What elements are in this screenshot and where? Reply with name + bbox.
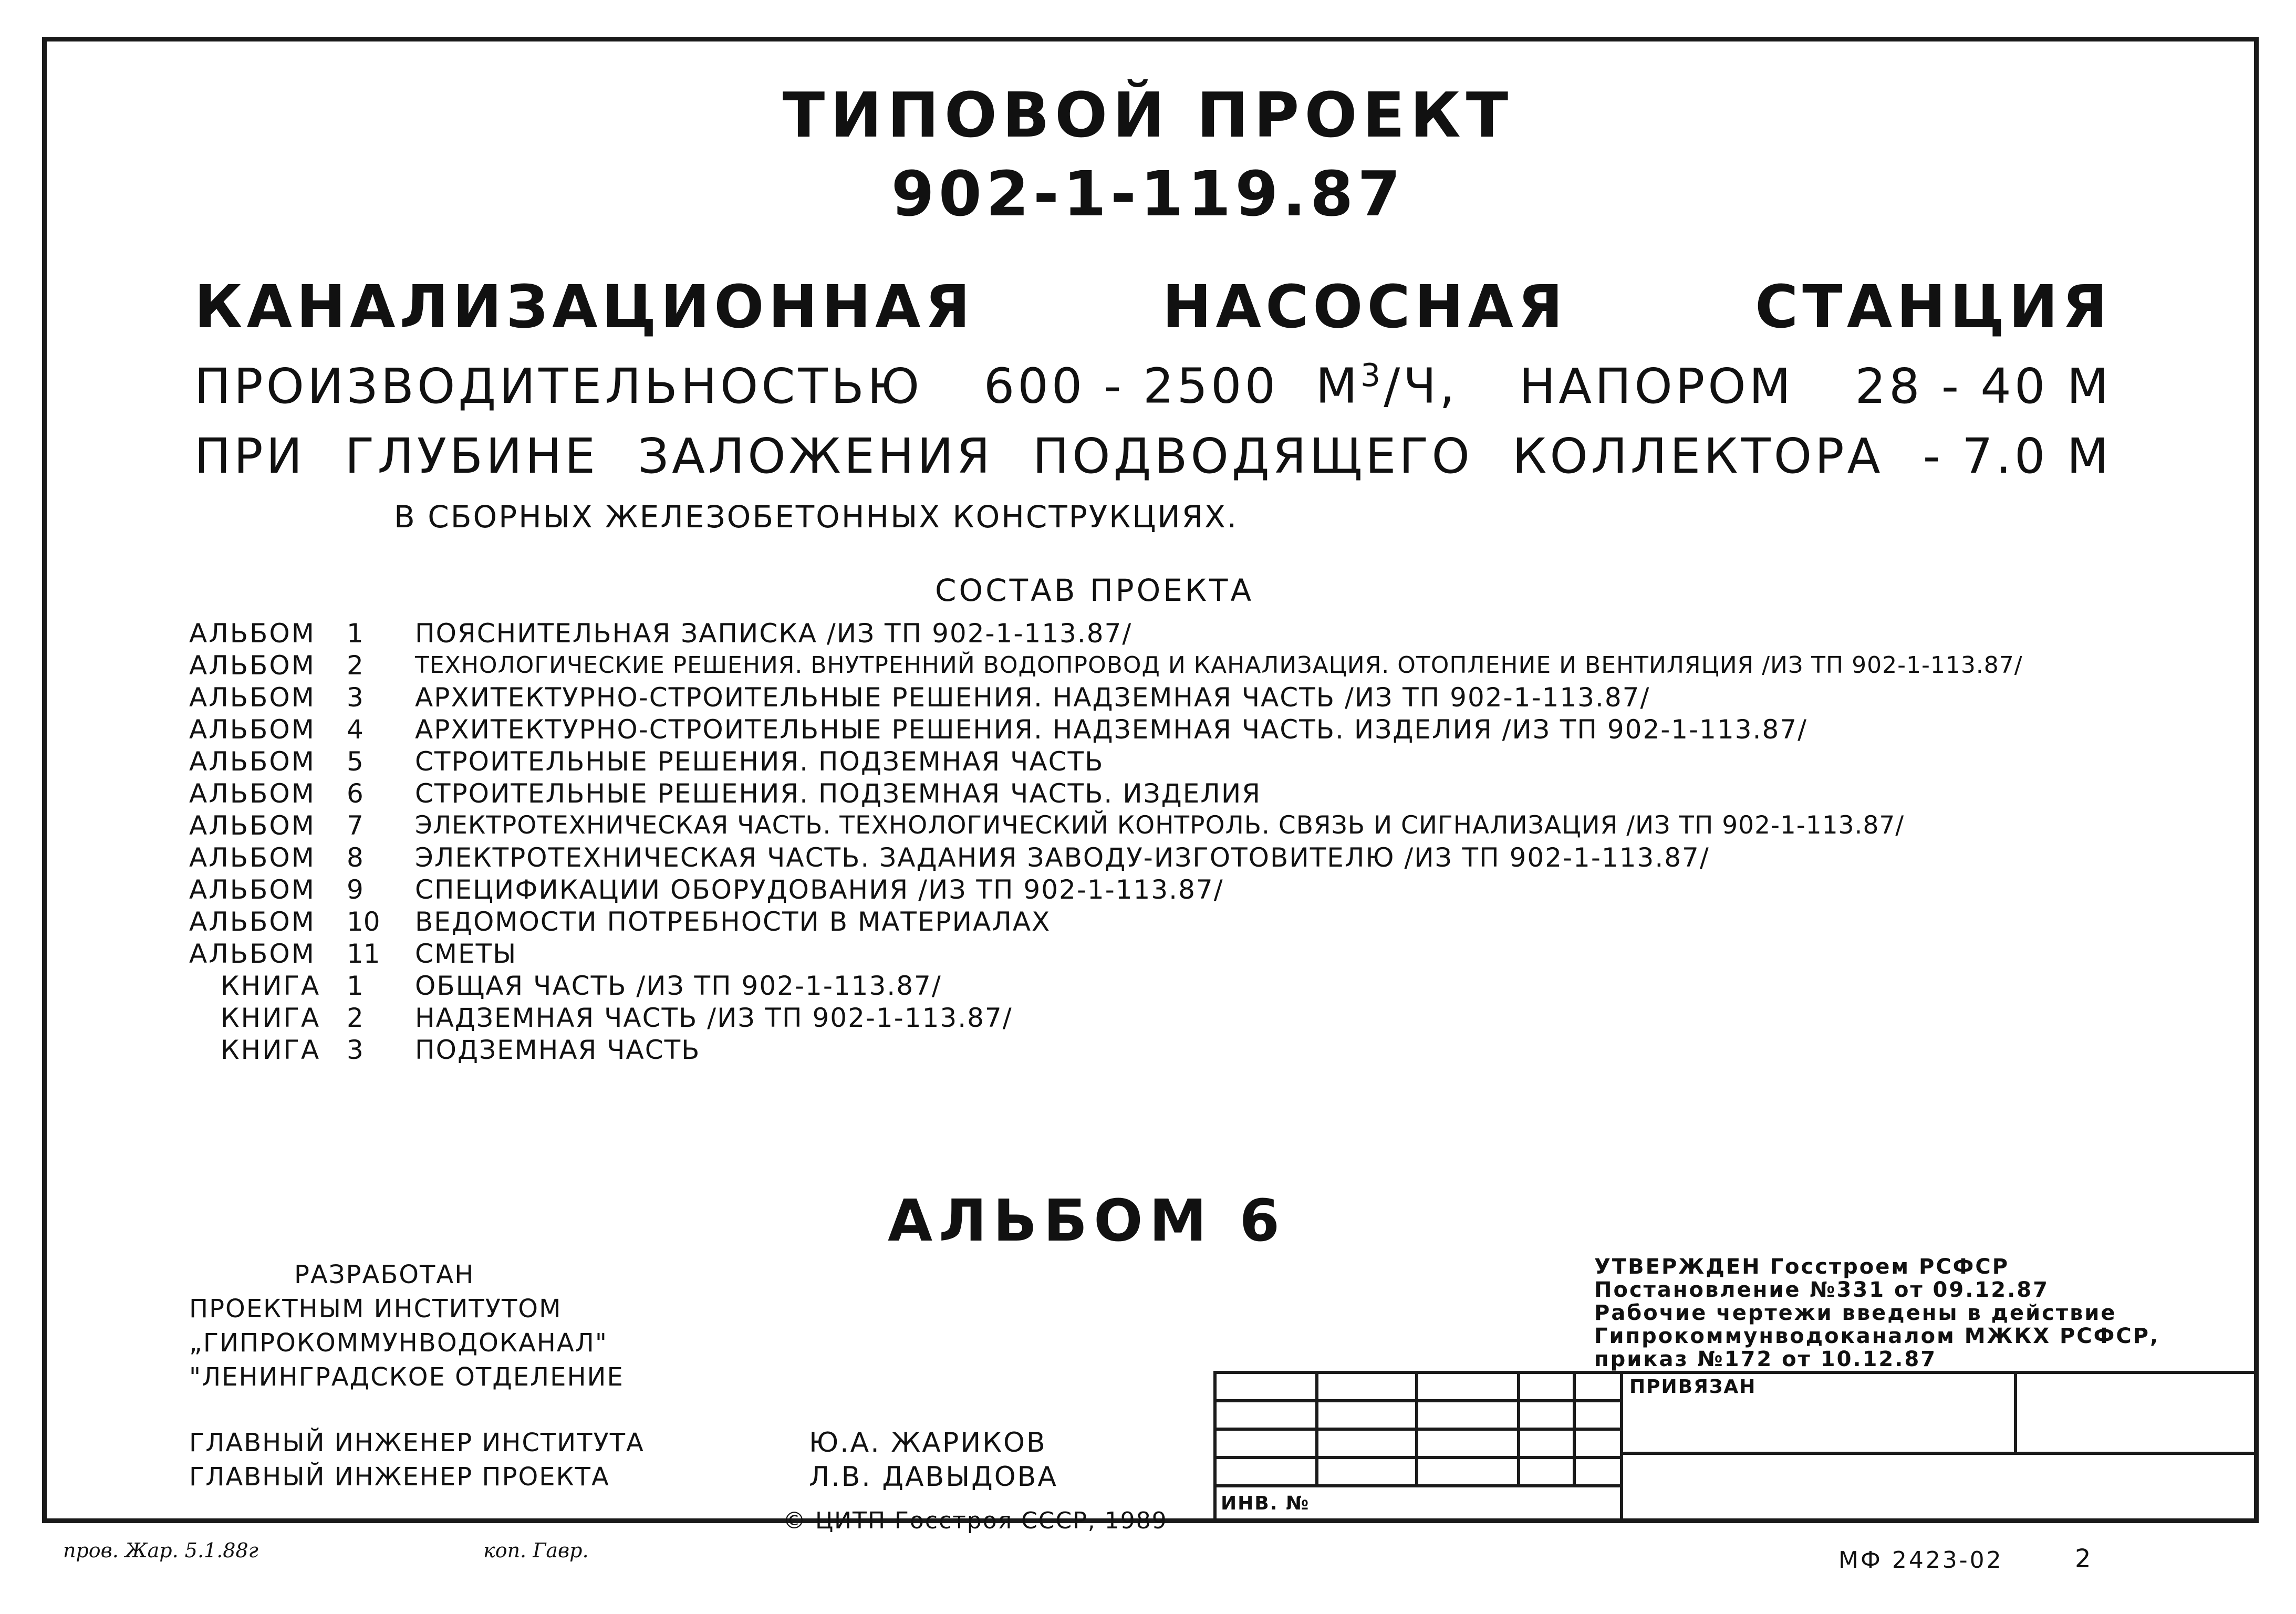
item-kind: АЛЬБОМ <box>189 650 316 681</box>
contents-list <box>189 617 2023 1066</box>
item-title: АРХИТЕКТУРНО-СТРОИТЕЛЬНЫЕ РЕШЕНИЯ. НАДЗЕМНАЯ ЧАСТЬ. ИЗДЕЛИЯ /ИЗ ТП 902-1-113.87/ <box>415 714 1807 745</box>
item-kind: АЛЬБОМ <box>189 714 316 745</box>
stamp-cell <box>1415 1399 1520 1431</box>
subject-word-1: КАНАЛИЗАЦИОННАЯ <box>194 273 974 341</box>
item-number: 4 <box>347 714 363 745</box>
depth-value: - 7.0 М <box>1923 428 2112 484</box>
approval-block <box>1594 1255 2159 1371</box>
developer-line-3: „ГИПРОКОММУНВОДОКАНАЛ" <box>189 1328 608 1358</box>
stamp-cell <box>1415 1456 1520 1487</box>
capacity-line <box>194 357 2112 414</box>
copyright-notice: © ЦИТП Госстроя СССР, 1989 <box>783 1507 1168 1534</box>
item-number: 7 <box>347 810 363 841</box>
approval-line-5: приказ №172 от 10.12.87 <box>1594 1347 1937 1371</box>
item-title: СТРОИТЕЛЬНЫЕ РЕШЕНИЯ. ПОДЗЕМНАЯ ЧАСТЬ <box>415 746 1104 777</box>
capacity-comma: , <box>1439 358 1458 414</box>
construction-subtitle: В СБОРНЫХ ЖЕЛЕЗОБЕТОННЫХ КОНСТРУКЦИЯХ. <box>394 499 1239 535</box>
item-kind: АЛЬБОМ <box>189 810 316 841</box>
depth-line <box>194 428 2112 484</box>
depth-word-1: ПРИ <box>194 428 306 484</box>
list-item <box>189 873 2023 905</box>
engineer-names <box>809 1426 1058 1494</box>
contents-heading: СОСТАВ ПРОЕКТА <box>935 572 1254 608</box>
item-kind: АЛЬБОМ <box>189 906 316 937</box>
item-title: СМЕТЫ <box>415 938 517 969</box>
list-item <box>189 617 2023 649</box>
page-number: 2 <box>2075 1544 2091 1574</box>
stamp-cell <box>1213 1371 1318 1402</box>
item-number: 10 <box>347 906 380 937</box>
list-item <box>189 713 2023 745</box>
stamp-cell <box>1315 1428 1418 1459</box>
sheet-code: МФ 2423-02 <box>1838 1547 2003 1574</box>
list-item <box>189 970 2023 1002</box>
item-number: 3 <box>347 682 363 713</box>
list-item <box>189 745 2023 777</box>
list-item <box>189 777 2023 809</box>
stamp-lower-cell <box>1620 1452 2259 1523</box>
item-number: 5 <box>347 746 363 777</box>
item-number: 9 <box>347 874 363 905</box>
item-number: 2 <box>347 650 363 681</box>
stamp-cell <box>1415 1371 1520 1402</box>
chief-engineer-institute-label: ГЛАВНЫЙ ИНЖЕНЕР ИНСТИТУТА <box>189 1428 645 1457</box>
stamp-cell <box>1573 1456 1623 1487</box>
item-kind: КНИГА <box>221 970 321 1001</box>
item-number: 11 <box>347 938 380 969</box>
list-item <box>189 938 2023 970</box>
list-item <box>189 905 2023 938</box>
item-number: 8 <box>347 842 363 873</box>
item-number: 3 <box>347 1034 363 1065</box>
capacity-range: 600 - 2500 <box>983 358 1279 414</box>
item-title: ВЕДОМОСТИ ПОТРЕБНОСТИ В МАТЕРИАЛАХ <box>415 906 1051 937</box>
list-item <box>189 1002 2023 1034</box>
list-item <box>189 681 2023 713</box>
item-kind: АЛЬБОМ <box>189 842 316 873</box>
item-kind: АЛЬБОМ <box>189 938 316 969</box>
stamp-cell <box>1315 1371 1418 1402</box>
depth-word-5: КОЛЛЕКТОРА <box>1512 428 1884 484</box>
item-title: АРХИТЕКТУРНО-СТРОИТЕЛЬНЫЕ РЕШЕНИЯ. НАДЗЕМНАЯ ЧАСТЬ /ИЗ ТП 902-1-113.87/ <box>415 682 1650 713</box>
stamp-cell <box>1517 1428 1576 1459</box>
list-item <box>189 809 2023 841</box>
stamp-cell <box>1573 1399 1623 1431</box>
item-kind: АЛЬБОМ <box>189 682 316 713</box>
developer-line-1: РАЗРАБОТАН <box>294 1260 475 1289</box>
stamp-cell <box>1315 1399 1418 1431</box>
head-label: НАПОРОМ <box>1519 358 1794 414</box>
item-number: 1 <box>347 970 363 1001</box>
stamp-bound-label: ПРИВЯЗАН <box>1629 1376 1757 1398</box>
item-kind: АЛЬБОМ <box>189 618 316 649</box>
item-number: 6 <box>347 778 363 809</box>
item-title: ЭЛЕКТРОТЕХНИЧЕСКАЯ ЧАСТЬ. ТЕХНОЛОГИЧЕСКИЙ КОНТРОЛЬ. СВЯЗЬ И СИГНАЛИЗАЦИЯ /ИЗ ТП 902-1-113.87/ <box>415 811 1905 840</box>
item-title: СПЕЦИФИКАЦИИ ОБОРУДОВАНИЯ /ИЗ ТП 902-1-113.87/ <box>415 874 1224 905</box>
capacity-value <box>984 357 1458 414</box>
item-kind: АЛЬБОМ <box>189 778 316 809</box>
list-item <box>189 1034 2023 1066</box>
copyist-note: коп. Гавр. <box>483 1539 589 1562</box>
item-kind: АЛЬБОМ <box>189 746 316 777</box>
project-code: 902-1-119.87 <box>891 158 1405 230</box>
chief-engineer-institute-name: Ю.А. ЖАРИКОВ <box>809 1427 1047 1459</box>
stamp-inventory-label: ИНВ. № <box>1221 1493 1310 1514</box>
stamp-cell <box>1213 1399 1318 1431</box>
chief-engineer-project-label: ГЛАВНЫЙ ИНЖЕНЕР ПРОЕКТА <box>189 1462 610 1492</box>
stamp-cell <box>1517 1371 1576 1402</box>
stamp-cell <box>1573 1428 1623 1459</box>
depth-word-3: ЗАЛОЖЕНИЯ <box>638 428 993 484</box>
item-title: ТЕХНОЛОГИЧЕСКИЕ РЕШЕНИЯ. ВНУТРЕННИЙ ВОДОПРОВОД И КАНАЛИЗАЦИЯ. ОТОПЛЕНИЕ И ВЕНТИЛЯЦИЯ /ИЗ ТП 902-1-113.87/ <box>415 652 2023 679</box>
stamp-cell <box>1213 1428 1318 1459</box>
item-kind: КНИГА <box>221 1002 321 1033</box>
engineer-roles <box>189 1426 645 1494</box>
list-item <box>189 841 2023 873</box>
developer-line-2: ПРОЕКТНЫМ ИНСТИТУТОМ <box>189 1294 562 1324</box>
item-title: ЭЛЕКТРОТЕХНИЧЕСКАЯ ЧАСТЬ. ЗАДАНИЯ ЗАВОДУ-ИЗГОТОВИТЕЛЮ /ИЗ ТП 902-1-113.87/ <box>415 842 1710 873</box>
item-title: НАДЗЕМНАЯ ЧАСТЬ /ИЗ ТП 902-1-113.87/ <box>415 1002 1013 1033</box>
album-number-title: АЛЬБОМ 6 <box>888 1187 1286 1254</box>
item-number: 1 <box>347 618 363 649</box>
list-item <box>189 649 2023 681</box>
item-kind: АЛЬБОМ <box>189 874 316 905</box>
subject-word-3: СТАНЦИЯ <box>1755 273 2112 341</box>
depth-word-2: ГЛУБИНЕ <box>345 428 599 484</box>
head-value: 28 - 40 М <box>1855 358 2112 414</box>
approval-line-3: Рабочие чертежи введены в действие <box>1594 1301 2117 1325</box>
stamp-cell <box>1573 1371 1623 1402</box>
stamp-cell <box>1517 1399 1576 1431</box>
capacity-unit-sup: 3 <box>1360 357 1384 394</box>
item-title: ОБЩАЯ ЧАСТЬ /ИЗ ТП 902-1-113.87/ <box>415 970 942 1001</box>
depth-word-4: ПОДВОДЯЩЕГО <box>1032 428 1473 484</box>
title-block-stamp <box>1213 1371 2259 1523</box>
developer-line-4: "ЛЕНИНГРАДСКОЕ ОТДЕЛЕНИЕ <box>189 1362 624 1392</box>
stamp-bound-extra-cell <box>2014 1371 2259 1455</box>
stamp-cell <box>1415 1428 1520 1459</box>
approval-line-4: Гипрокоммунводоканалом МЖКХ РСФСР, <box>1594 1324 2160 1348</box>
checker-note: пров. Жар. 5.1.88г <box>63 1539 258 1562</box>
developer-block <box>189 1258 624 1394</box>
capacity-unit-tail: /Ч <box>1384 358 1440 414</box>
item-title: ПОЯСНИТЕЛЬНАЯ ЗАПИСКА /ИЗ ТП 902-1-113.87/ <box>415 618 1133 649</box>
capacity-unit-base: М <box>1315 358 1361 414</box>
document-type-title: ТИПОВОЙ ПРОЕКТ <box>782 79 1514 151</box>
approval-line-1: УТВЕРЖДЕН Госстроем РСФСР <box>1594 1255 2010 1279</box>
subject-word-2: НАСОСНАЯ <box>1162 273 1567 341</box>
item-title: ПОДЗЕМНАЯ ЧАСТЬ <box>415 1034 701 1065</box>
stamp-cell <box>1517 1456 1576 1487</box>
item-kind: КНИГА <box>221 1034 321 1065</box>
capacity-label: ПРОИЗВОДИТЕЛЬНОСТЬЮ <box>194 358 923 414</box>
stamp-cell <box>1315 1456 1418 1487</box>
approval-line-2: Постановление №331 от 09.12.87 <box>1594 1278 2049 1302</box>
project-subject <box>194 273 2112 341</box>
item-number: 2 <box>347 1002 363 1033</box>
stamp-cell <box>1213 1456 1318 1487</box>
item-title: СТРОИТЕЛЬНЫЕ РЕШЕНИЯ. ПОДЗЕМНАЯ ЧАСТЬ. ИЗДЕЛИЯ <box>415 778 1262 809</box>
chief-engineer-project-name: Л.В. ДАВЫДОВА <box>809 1461 1058 1493</box>
